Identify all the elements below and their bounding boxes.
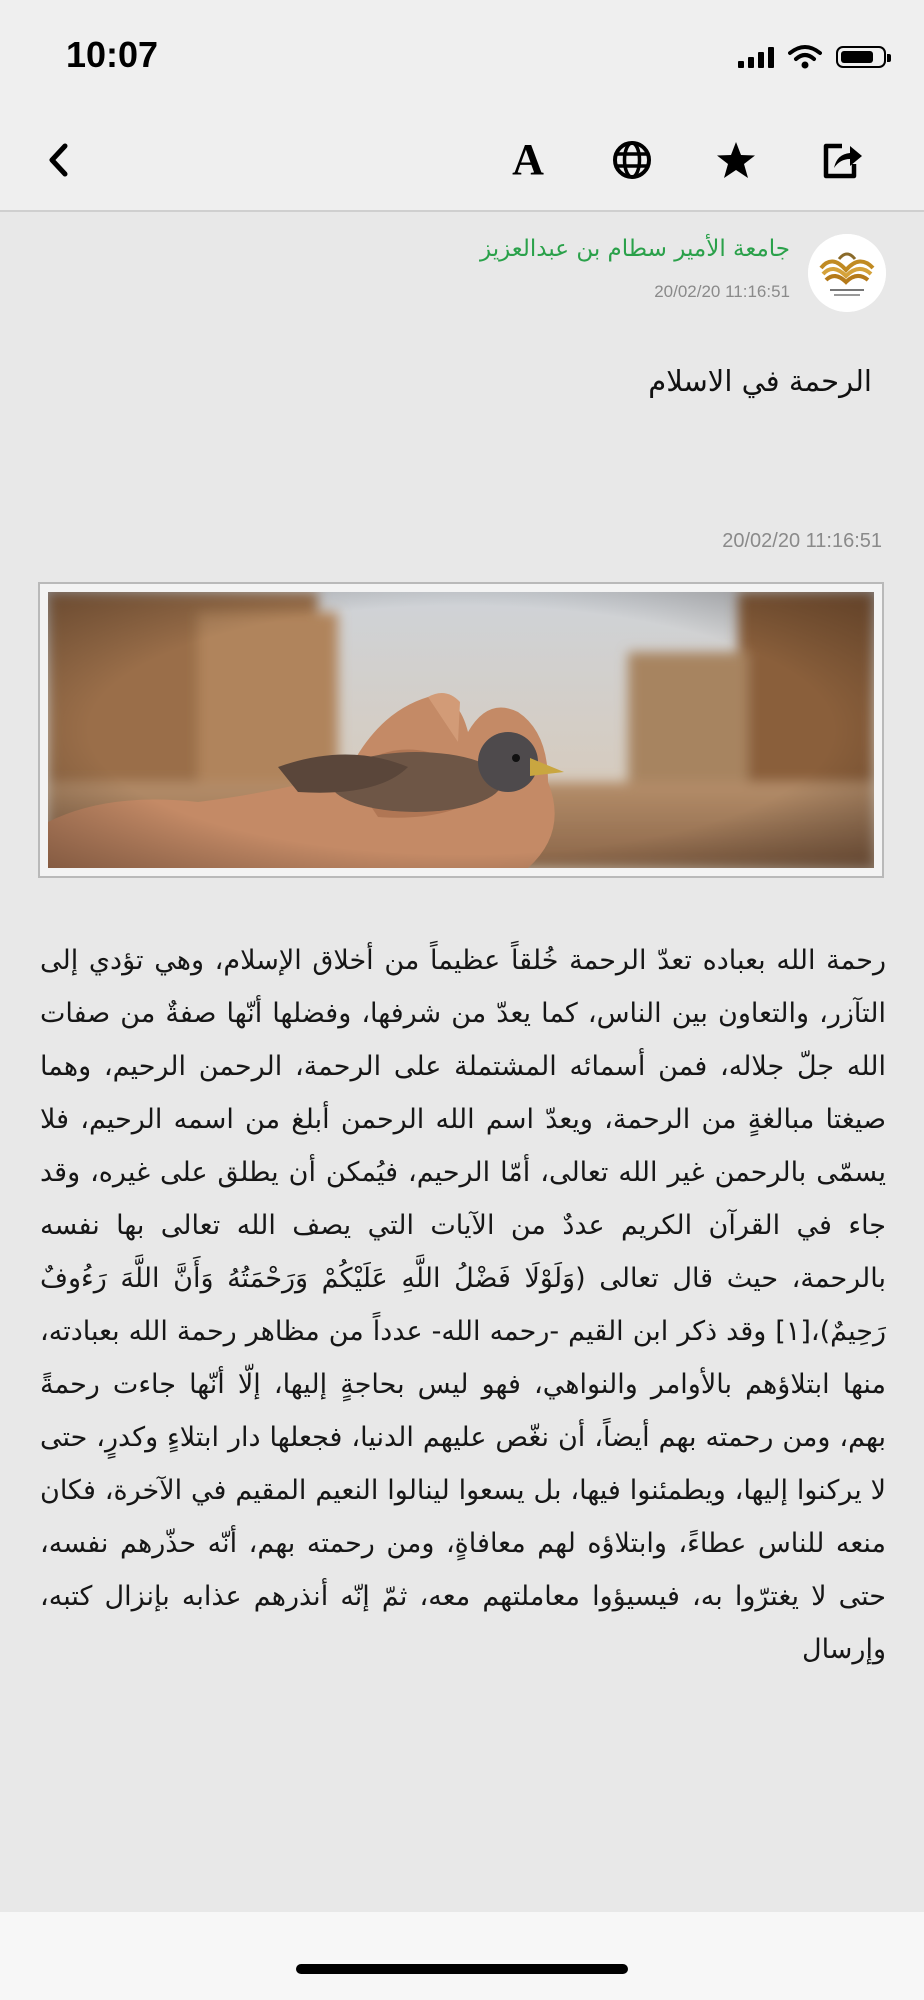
chevron-left-icon bbox=[46, 142, 70, 178]
back-button[interactable] bbox=[28, 130, 88, 190]
favorite-button[interactable] bbox=[706, 130, 766, 190]
author-date: 20/02/20 11:16:51 bbox=[654, 282, 790, 301]
post-title: الرحمة في الاسلام bbox=[648, 364, 872, 398]
font-size-button[interactable] bbox=[498, 130, 558, 190]
toolbar bbox=[0, 110, 924, 212]
article-body bbox=[40, 934, 886, 1676]
wifi-icon bbox=[788, 44, 822, 70]
home-indicator[interactable] bbox=[296, 1964, 628, 1974]
globe-icon bbox=[612, 140, 652, 180]
article-paragraph: رحمة الله بعباده تعدّ الرحمة خُلقاً عظيماً من أخلاق الإسلام، وهي تؤدي إلى التآزر، والتعاون بين الناس، كما يعدّ من شرفها، وفضلها أنّها صفةٌ من صفات الله جلّ جلاله، فمن أسمائه المشتملة على الرحمة، الرحمن الرحيم، وهما صيغتا مبالغةٍ من الرحمة، ويعدّ اسم الله الرحمن أبلغ من اسمه الرحيم، فلا يسمّى بالرحمن غير الله تعالى، أمّا الرحيم، فيُمكن أن يطلق على غيره، وقد جاء في القرآن الكريم عددٌ من الآيات التي يصف الله تعالى بها نفسه بالرحمة، حيث قال تعالى (وَلَوْلَا فَضْلُ اللَّهِ عَلَيْكُمْ وَرَحْمَتُهُ وَأَنَّ اللَّهَ رَءُوفٌ رَحِيمٌ)،[١] وقد ذكر ابن القيم -رحمه الله- عدداً من مظاهر رحمة الله بعبادته، منها ابتلاؤهم بالأوامر والنواهي، فهو ليس بحاجةٍ إليها، إلّا أنّها جاءت رحمةً بهم، ومن رحمته بهم أيضاً، أن نغّص عليهم الدنيا، فجعلها دار ابتلاءٍ وكدرٍ، حتى لا يركنوا إليها، ويطمئنوا فيها، بل يسعوا لينالوا النعيم المقيم في الآخرة، فكان منعه للناس عطاءً، وابتلاؤه لهم معافاةٍ، ومن رحمته بهم، أنّه حذّرهم نفسه، حتى لا يغترّوا به، فيسيؤوا معاملتهم معه، ثمّ إنّه أنذرهم عذابه بإنزال كتبه، وإرسال bbox=[40, 945, 886, 1665]
battery-icon bbox=[836, 46, 886, 68]
status-bar bbox=[0, 0, 924, 110]
share-icon bbox=[820, 140, 864, 180]
language-button[interactable] bbox=[602, 130, 662, 190]
home-bar-area bbox=[0, 1912, 924, 2000]
status-icons bbox=[738, 42, 886, 72]
post-image[interactable] bbox=[38, 582, 884, 878]
university-logo bbox=[808, 234, 886, 312]
bird-in-hand-photo bbox=[48, 592, 874, 868]
author-name[interactable]: جامعة الأمير سطام بن عبدالعزيز bbox=[480, 236, 790, 262]
star-icon bbox=[715, 140, 757, 180]
battery-level bbox=[841, 51, 873, 63]
signal-icon bbox=[738, 46, 774, 68]
status-time: 10:07 bbox=[66, 34, 159, 75]
author-avatar[interactable] bbox=[808, 234, 886, 312]
font-size-label: A bbox=[512, 135, 544, 184]
post-content bbox=[0, 212, 924, 1912]
share-button[interactable] bbox=[812, 130, 872, 190]
post-date: 20/02/20 11:16:51 bbox=[722, 530, 882, 552]
